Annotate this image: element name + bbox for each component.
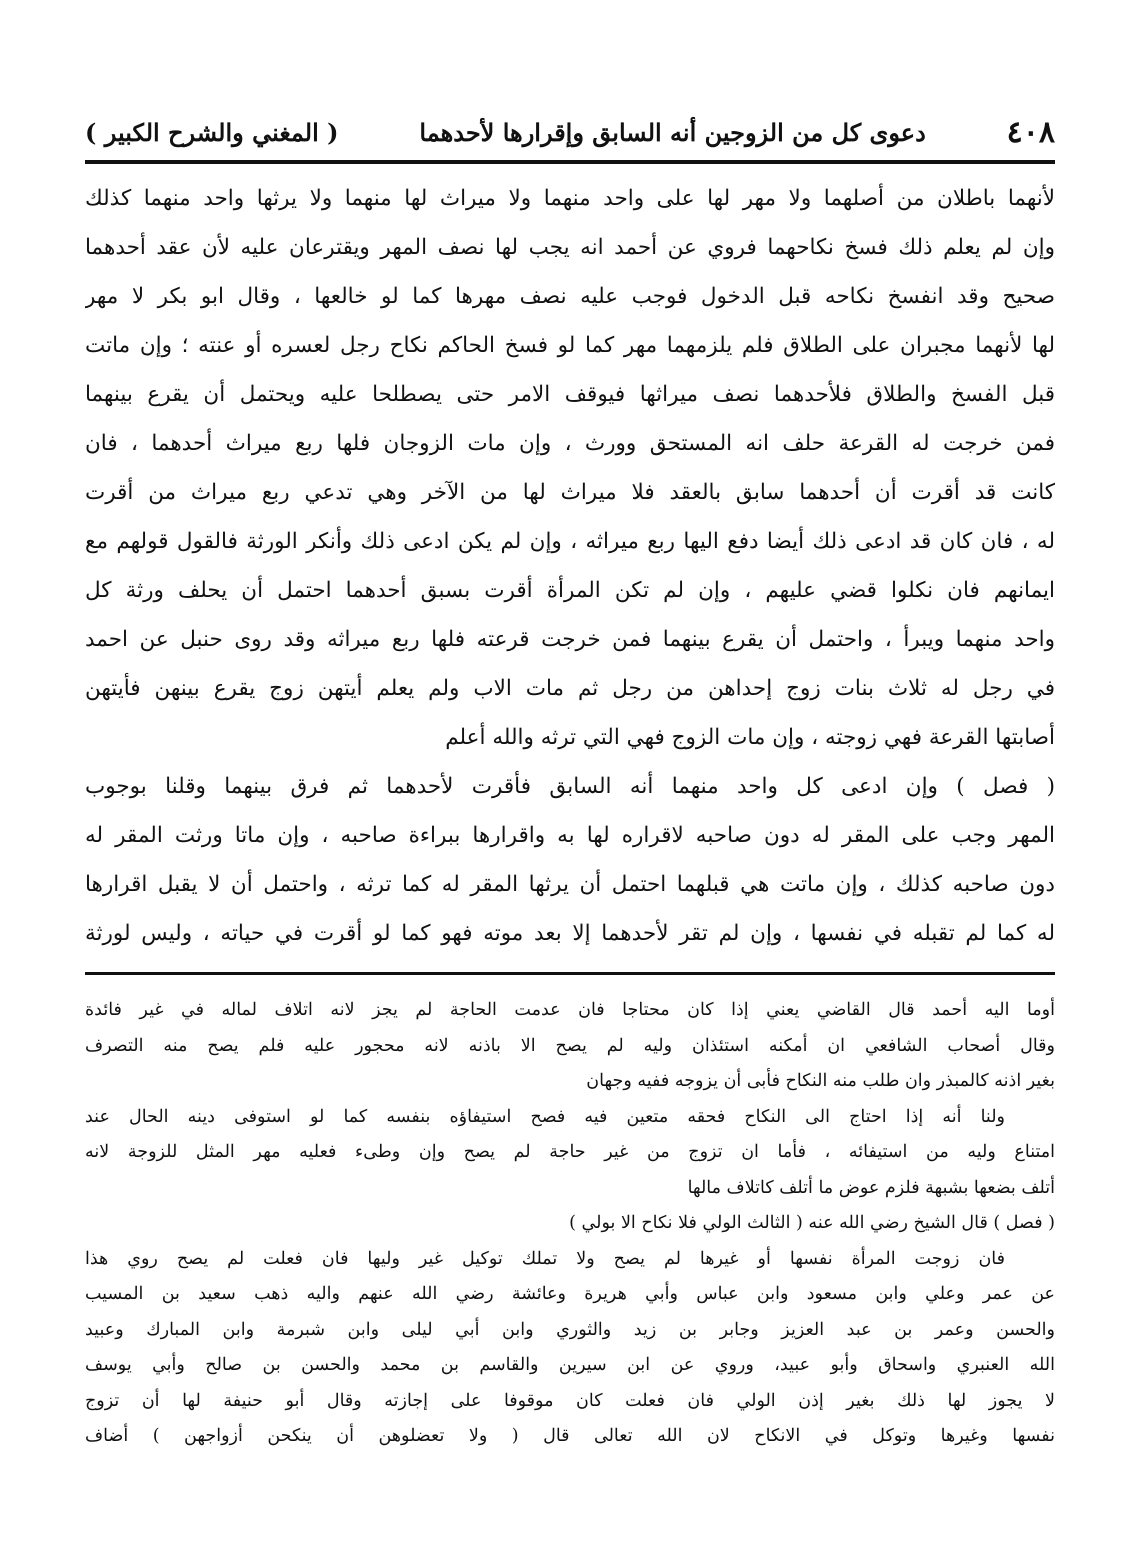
commentary-line: فان زوجت المرأة نفسها أو غيرها لم يصح ولا تملك توكيل غير وليها فان فعلت لم يصح روي هذا	[85, 1248, 1005, 1269]
commentary-line: ولنا أنه إذا احتاج الى النكاح فحقه متعين فيه فصح استيفاؤه بنفسه كما لو استوفى دينه الحال عند	[85, 1106, 1005, 1127]
commentary-line: عن عمر وعلي وابن مسعود وابن عباس وأبي هريرة وعائشة رضي الله عنهم واليه ذهب سعيد بن المسيب	[85, 1284, 1055, 1304]
page-number: ٤٠٨	[1006, 114, 1055, 150]
main-text-line: دون صاحبه كذلك ، وإن ماتت هي قبلهما احتمل أن يرثها المقر له كما ترثه ، واحتمل أن لا يقبل اقرارها	[85, 872, 1055, 897]
commentary-line: امتناع وليه من استيفائه ، فأما ان تزوج من غير حاجة لم يصح وإن وطىء فعليه مهر المثل للزوجة لانه	[85, 1142, 1055, 1162]
commentary-line: نفسها وغيرها وتوكل في الانكاح لان الله تعالى قال ( ولا تعضلوهن أن ينكحن أزواجهن ) أضاف	[85, 1426, 1055, 1446]
main-text-line: لها لأنهما مجبران على الطلاق فلم يلزمهما مهر كما لو فسخ الحاكم نكاح رجل لعسره أو عنته ؛ وإن ماتت	[85, 333, 1055, 358]
main-text-line: المهر وجب على المقر له دون صاحبه لاقراره لها به واقرارها ببراءة صاحبه ، وإن ماتا ورثت المقر له	[85, 823, 1055, 848]
section-heading-line: ( فصل ) وإن ادعى كل واحد منهما أنه السابق فأقرت لأحدهما ثم فرق بينهما وقلنا بوجوب	[85, 774, 1055, 799]
main-text-line: وإن لم يعلم ذلك فسخ نكاحهما فروي عن أحمد انه يجب لها نصف المهر ويقترعان عليه لأن عقد أحدهما	[85, 235, 1055, 260]
page-header	[85, 110, 1055, 154]
commentary-text	[85, 993, 1055, 1455]
commentary-line: الله العنبري واسحاق وأبو عبيد، وروي عن ابن سيرين والقاسم بن محمد والحسن بن صالح وأبي يوسف	[85, 1355, 1055, 1375]
main-text-line: فمن خرجت له القرعة حلف انه المستحق وورث ، وإن مات الزوجان فلها ربع ميراث أحدهما ، فان	[85, 431, 1055, 456]
main-text-line: أصابتها القرعة فهي زوجته ، وإن مات الزوج فهي التي ترثه والله أعلم	[445, 725, 1055, 750]
commentary-line: أوما اليه أحمد قال القاضي يعني إذا كان محتاجا فان عدمت الحاجة لم يجز لانه اتلاف لماله في غير فائدة	[85, 1000, 1055, 1020]
main-text-line: له ، فان كان قد ادعى ذلك أيضا دفع اليها ربع ميراثه ، وإن لم يكن ادعى ذلك وأنكر الورثة فالقول قولهم مع	[85, 529, 1055, 554]
commentary-section-heading: ( فصل ) قال الشيخ رضي الله عنه ( الثالث الولي فلا نكاح الا بولي )	[569, 1213, 1055, 1233]
commentary-line: لا يجوز لها ذلك بغير إذن الولي فان فعلت كان موقوفا على إجازته وقال أبو حنيفة لها أن تزوج	[85, 1390, 1055, 1411]
header-rule	[85, 160, 1055, 164]
main-text-line: له كما لم تقبله في نفسها ، وإن لم تقر لأحدهما إلا بعد موته فهو كما لو أقرت في حياته ، وليس لورثة	[85, 921, 1055, 946]
running-title: دعوى كل من الزوجين أنه السابق وإقرارها لأحدهما	[419, 117, 926, 147]
main-text-line: صحيح وقد انفسخ نكاحه قبل الدخول فوجب عليه نصف مهرها كما لو خالعها ، وقال ابو بكر لا مهر	[85, 284, 1055, 309]
main-text-line: واحد منهما ويبرأ ، واحتمل أن يقرع بينهما فمن خرجت قرعته فلها ربع ميراثه وقد روى حنبل عن احمد	[85, 627, 1055, 652]
main-text-line: كانت قد أقرت أن أحدهما سابق بالعقد فلا ميراث لها من الآخر وهي تدعي ربع ميراث من أقرت	[85, 480, 1055, 505]
commentary-line: بغير اذنه كالمبذر وان طلب منه النكاح فأبى أن يزوجه ففيه وجهان	[586, 1071, 1055, 1091]
main-text-line: لأنهما باطلان من أصلهما ولا مهر لها على واحد منهما ولا ميراث لها منهما ولا يرثها واحد منهما كذلك	[85, 186, 1055, 211]
commentary-line: والحسن وعمر بن عبد العزيز وجابر بن زيد والثوري وابن أبي ليلى وابن شبرمة وابن المبارك وعبيد	[85, 1319, 1055, 1340]
commentary-line: وقال أصحاب الشافعي ان أمكنه استئذان وليه لم يصح الا باذنه لانه محجور عليه فلم يصح منه التصرف	[85, 1035, 1055, 1056]
main-text	[85, 174, 1055, 958]
footnote-separator	[85, 972, 1055, 975]
main-text-line: في رجل له ثلاث بنات زوج إحداهن من رجل ثم مات الاب ولم يعلم أيتهن زوج يقرع بينهن فأيتهن	[85, 676, 1055, 701]
commentary-line: أتلف بضعها بشبهة فلزم عوض ما أتلف كاتلاف مالها	[687, 1177, 1055, 1198]
book-page	[85, 110, 1055, 1510]
main-text-line: ايمانهم فان نكلوا قضي عليهم ، وإن لم تكن المرأة أقرت بسبق أحدهما احتمل أن يحلف ورثة كل	[85, 578, 1055, 603]
main-text-line: قبل الفسخ والطلاق فلأحدهما نصف ميراثها فيوقف الامر حتى يصطلحا عليه ويحتمل أن يقرع بينهما	[85, 382, 1055, 407]
book-title: ( المغني والشرح الكبير )	[85, 117, 339, 147]
